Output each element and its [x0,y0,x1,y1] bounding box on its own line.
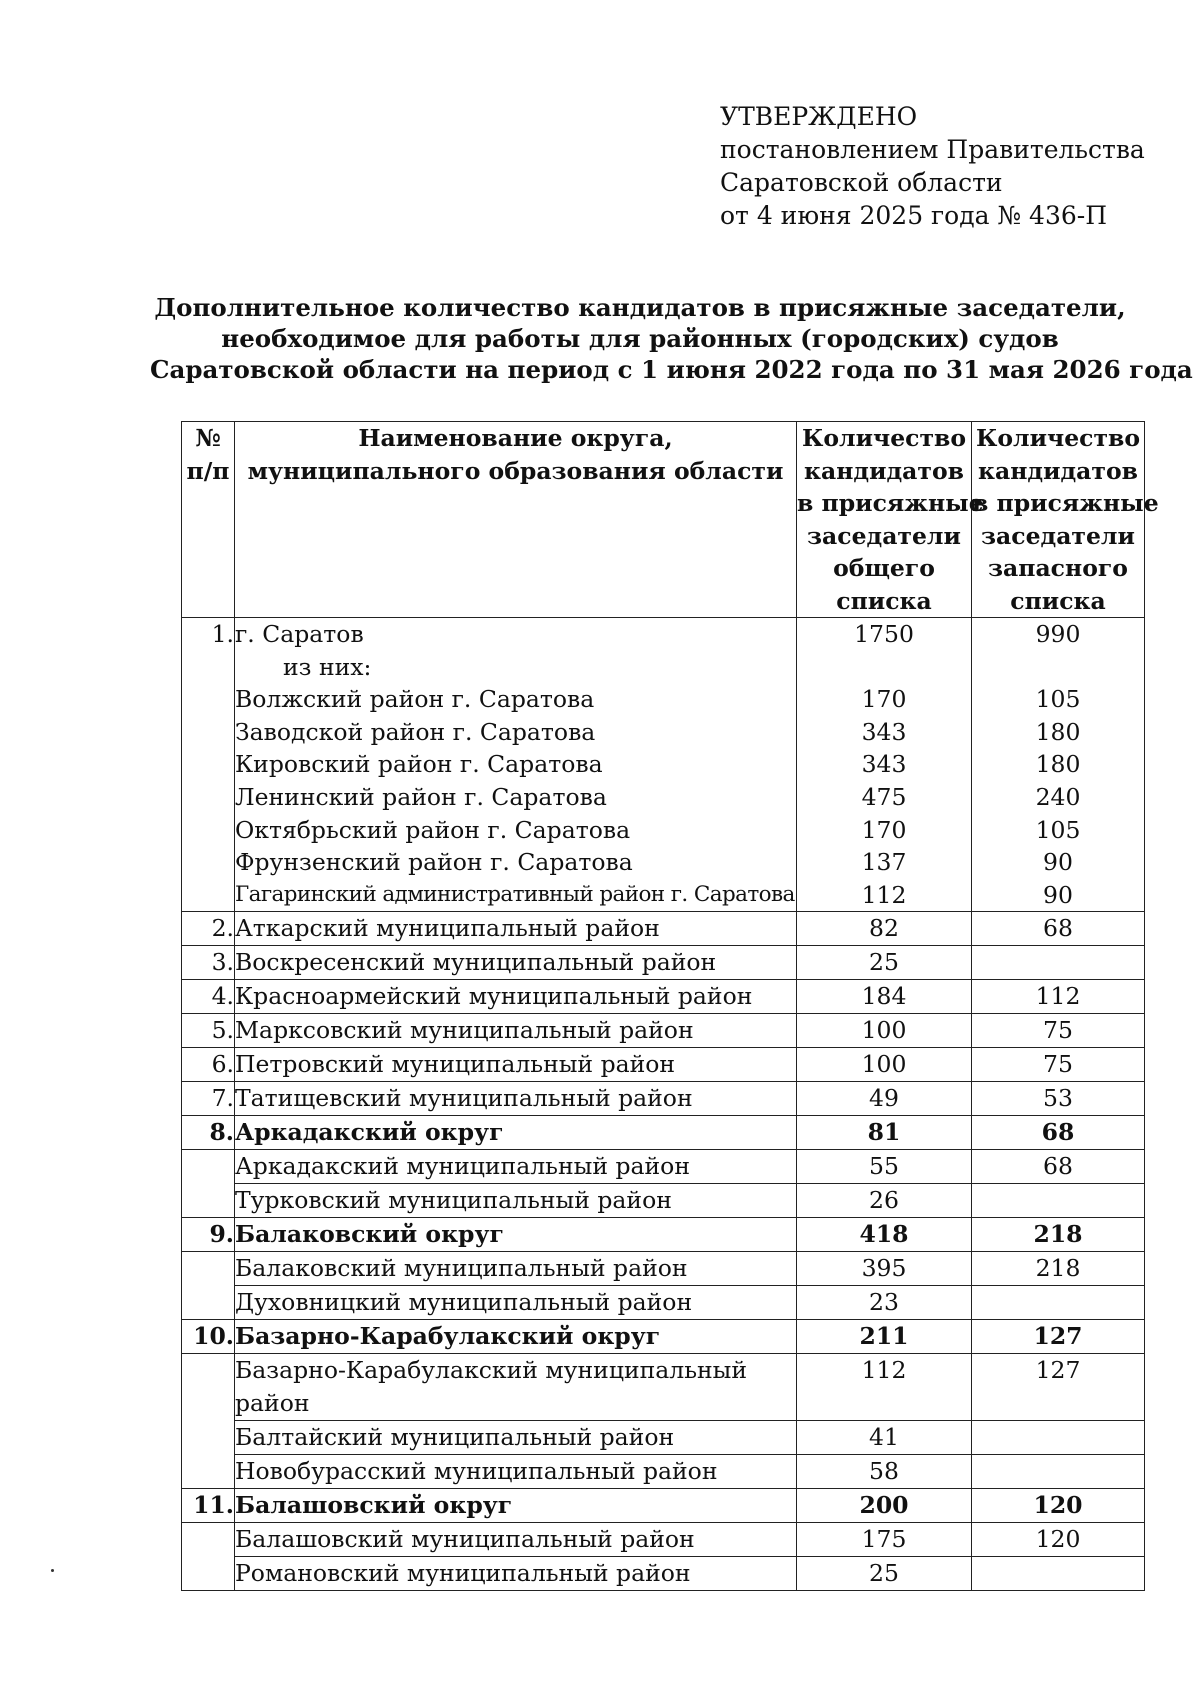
reserve-value: 127 [972,1320,1145,1354]
row-number: 7. [182,1082,235,1116]
general-value: 58 [797,1454,972,1488]
member-name: Духовницкий муниципальный район [235,1286,797,1320]
table-row-member [182,1252,1145,1286]
header-name-line: муниципального образования области [247,456,784,485]
approval-line: Саратовской области [720,168,1003,197]
reserve-value: 990 [1035,620,1081,648]
reserve-value: 105 [1035,815,1081,844]
header-reserve-line: кандидатов [978,456,1138,485]
table-row-member [182,1522,1145,1556]
scan-speck [51,1569,54,1572]
header-number-line: № [195,424,221,452]
table-header [182,422,1159,618]
header-name-line: Наименование округа, [358,424,673,452]
table-row [182,912,1145,946]
member-name: Балашовский муниципальный район [235,1522,797,1556]
reserve-value: 68 [972,1150,1145,1184]
member-name: Романовский муниципальный район [235,1556,797,1590]
reserve-value: 90 [1043,848,1073,877]
row-name: Петровский муниципальный район [235,1048,797,1082]
row-name: Марксовский муниципальный район [235,1014,797,1048]
reserve-value: 105 [1035,685,1081,714]
reserve-value: 75 [972,1014,1145,1048]
general-value: 112 [797,1354,972,1420]
reserve-value: 112 [972,980,1145,1014]
district-name: Фрунзенский район г. Саратова [235,848,633,877]
general-value: 25 [797,1556,972,1590]
general-value: 26 [797,1184,972,1218]
table-row-okrug [182,1218,1145,1252]
member-name: Балаковский муниципальный район [235,1252,797,1286]
reserve-value: 90 [1043,880,1073,909]
district-name: Ленинский район г. Саратова [235,782,607,811]
table-row-okrug [182,1488,1145,1522]
row-name: Воскресенский муниципальный район [235,946,797,980]
general-value: 25 [797,946,972,980]
title-line: Дополнительное количество кандидатов в присяжные заседатели, [154,293,1126,322]
approval-line: постановлением Правительства [720,135,1145,164]
general-value: 23 [797,1286,972,1320]
district-name: Октябрьский район г. Саратова [235,815,631,844]
reserve-value: 120 [972,1488,1145,1522]
general-value: 137 [861,848,907,877]
general-value: 49 [797,1082,972,1116]
member-name: Турковский муниципальный район [235,1184,797,1218]
general-value: 200 [797,1488,972,1522]
header-reserve-line: заседатели [981,521,1135,550]
table-body [182,618,1145,1591]
row-number: 2. [182,912,235,946]
empty-number-cell [182,1354,235,1488]
table-row [182,1082,1145,1116]
header-general-list [797,422,984,618]
general-value: 41 [797,1420,972,1454]
header-name [235,422,797,618]
general-value: 100 [797,1048,972,1082]
row-number: 1. [182,618,235,912]
table-row-okrug [182,1320,1145,1354]
table-row [182,1014,1145,1048]
reserve-value: 180 [1035,717,1081,746]
row-number: 9. [182,1218,235,1252]
row-name: Аткарский муниципальный район [235,912,797,946]
header-general-line: заседатели [807,521,961,550]
saratov-general-values [797,618,972,912]
okrug-name: Аркадакский округ [235,1116,797,1150]
general-value: 211 [797,1320,972,1354]
header-reserve-line: запасного [988,554,1128,582]
saratov-city-name: г. Саратов [235,620,364,648]
empty-number-cell [182,1150,235,1218]
reserve-value: 218 [972,1252,1145,1286]
general-value: 395 [797,1252,972,1286]
row-number: 8. [182,1116,235,1150]
reserve-value [972,946,1145,980]
general-value: 112 [861,880,907,909]
header-general-line: Количество [801,424,967,452]
row-number: 10. [182,1320,235,1354]
reserve-value [972,1286,1145,1320]
table-row-member [182,1150,1145,1184]
table-row [182,946,1145,980]
reserve-value [972,1184,1145,1218]
header-number-line: п/п [186,456,230,485]
saratov-subheading: из них: [283,652,372,681]
header-reserve-line: списка [1010,586,1106,615]
table-row-member [182,1454,1145,1488]
row-number: 5. [182,1014,235,1048]
reserve-value: 218 [972,1218,1145,1252]
district-name: Волжский район г. Саратова [235,685,595,714]
general-value: 81 [797,1116,972,1150]
table-row-member [182,1354,1145,1420]
reserve-value: 53 [972,1082,1145,1116]
reserve-value: 127 [972,1354,1145,1420]
approval-stamp [720,100,1145,232]
document-title [150,292,1193,385]
row-number: 6. [182,1048,235,1082]
reserve-value [972,1420,1145,1454]
saratov-names [235,618,797,912]
general-value: 175 [797,1522,972,1556]
table-row-okrug [182,1116,1145,1150]
general-value: 170 [861,685,907,714]
reserve-value: 75 [972,1048,1145,1082]
header-reserve-line: Количество [975,424,1141,452]
saratov-reserve-values [972,618,1145,912]
table-row-member [182,1556,1145,1590]
header-general-line: списка [836,586,932,615]
reserve-value: 240 [1035,782,1081,811]
table-row-member [182,1420,1145,1454]
header-general-line: общего [833,554,935,582]
header-reserve-list [972,422,1159,618]
general-value: 100 [797,1014,972,1048]
empty-value [972,651,1144,684]
row-number: 11. [182,1488,235,1522]
reserve-value: 180 [1035,750,1081,779]
reserve-value: 68 [972,912,1145,946]
district-name: Гагаринский административный район г. Саратова [235,881,795,907]
header-general-line: в присяжные [797,489,984,517]
general-value: 343 [861,750,907,779]
general-value: 82 [797,912,972,946]
empty-number-cell [182,1522,235,1590]
general-value: 170 [861,815,907,844]
member-name: Новобурасский муниципальный район [235,1454,797,1488]
row-number: 4. [182,980,235,1014]
general-value: 55 [797,1150,972,1184]
table-row [182,980,1145,1014]
table-row [182,1048,1145,1082]
title-line: необходимое для работы для районных (городских) судов [221,324,1059,353]
general-value: 418 [797,1218,972,1252]
empty-number-cell [182,1252,235,1320]
reserve-value: 68 [972,1116,1145,1150]
header-general-line: кандидатов [804,456,964,485]
reserve-value [972,1454,1145,1488]
okrug-name: Балаковский округ [235,1218,797,1252]
title-line: Саратовской области на период с 1 июня 2022 года по 31 мая 2026 года [150,355,1193,384]
row-name: Красноармейский муниципальный район [235,980,797,1014]
general-value: 475 [861,782,907,811]
general-value: 343 [861,717,907,746]
table-row-saratov [182,618,1145,912]
row-name: Татищевский муниципальный район [235,1082,797,1116]
member-name: Балтайский муниципальный район [235,1420,797,1454]
member-name: Базарно-Карабулакский муниципальный район [235,1354,797,1420]
approval-heading: УТВЕРЖДЕНО [720,102,918,131]
reserve-value [972,1556,1145,1590]
table-row-member [182,1286,1145,1320]
table-row-member [182,1184,1145,1218]
okrug-name: Базарно-Карабулакский округ [235,1320,797,1354]
member-name: Аркадакский муниципальный район [235,1150,797,1184]
empty-value [797,651,971,684]
candidates-table [181,421,1159,1591]
okrug-name: Балашовский округ [235,1488,797,1522]
reserve-value: 120 [972,1522,1145,1556]
district-name: Заводской район г. Саратова [235,717,596,746]
general-value: 184 [797,980,972,1014]
header-reserve-line: в присяжные [972,489,1159,517]
header-number [182,422,235,618]
district-name: Кировский район г. Саратова [235,750,603,779]
approval-date: от 4 июня 2025 года № 436-П [720,201,1108,230]
row-number: 3. [182,946,235,980]
general-value: 1750 [854,620,914,648]
